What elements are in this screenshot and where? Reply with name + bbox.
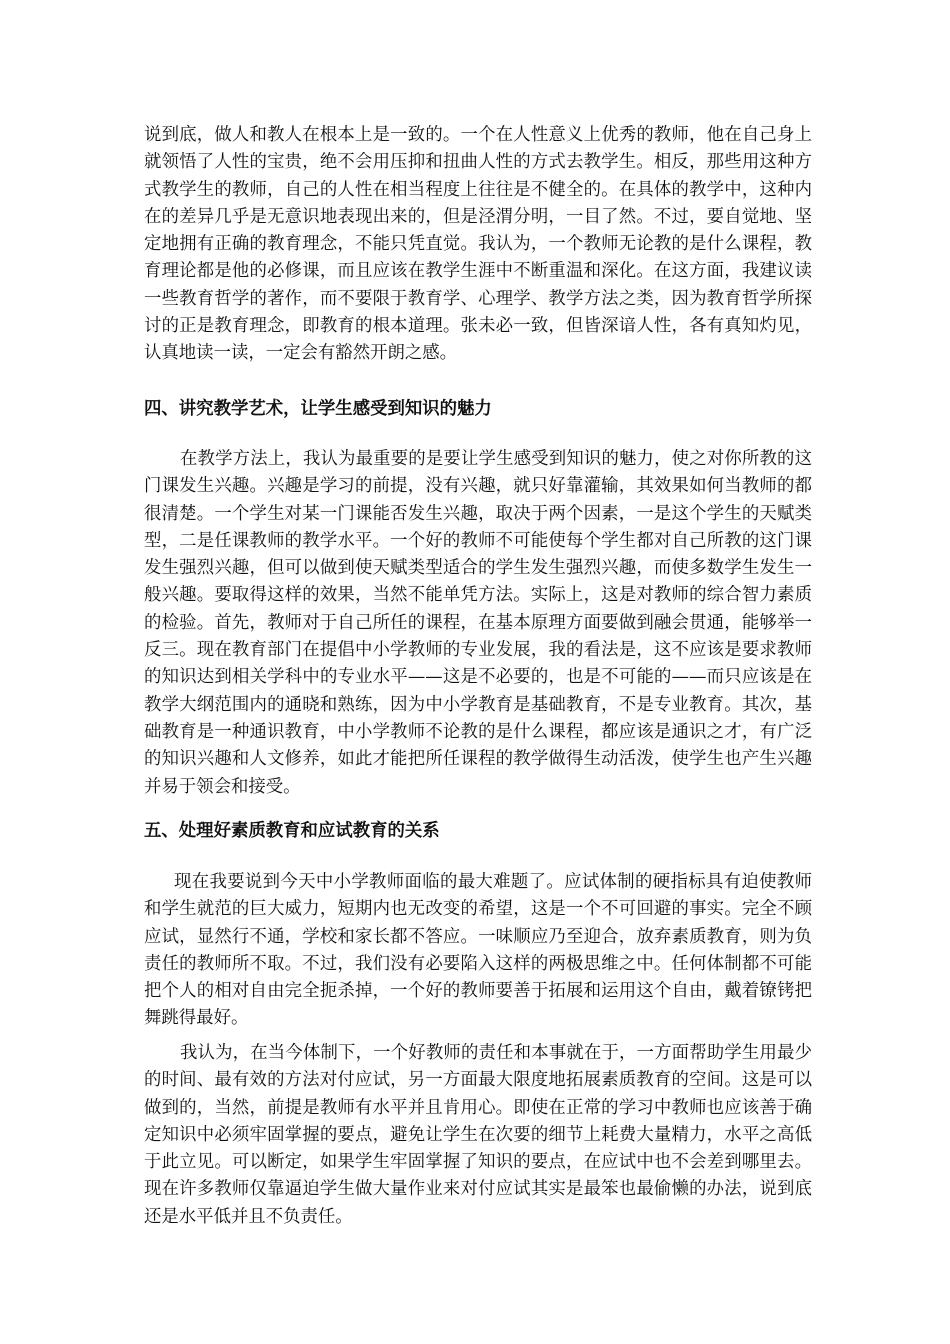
body-paragraph: 在教学方法上，我认为最重要的是要让学生感受到知识的魅力，使之对你所教的这门课发生兴趣。兴趣是学习的前提，没有兴趣，就只好靠灌输，其效果如何当教师的都很清楚。一个学生对某一门课能否发生兴趣，取决于两个因素，一是这个学生的天赋类型，二是任课教师的教学水平。一个好的教师不可能使每个学生都对自己所教的这门课发生强烈兴趣，但可以做到使天赋类型适合的学生发生强烈兴趣，而使多数学生发生一般兴趣。要取得这样的效果，当然不能单凭方法。实际上，这是对教师的综合智力素质的检验。首先，教师对于自己所任的课程，在基本原理方面要做到融会贯通，能够举一反三。现在教育部门在提倡中小学教师的专业发展，我的看法是，这不应该是要求教师的知识达到相关学科中的专业水平——这是不必要的，也是不可能的——而只应该是在教学大纲范围内的通晓和熟练，因为中小学教育是基础教育，不是专业教育。其次，基础教育是一种通识教育，中小学教师不论教的是什么课程，都应该是通识之才，有广泛的知识兴趣和人文修养，如此才能把所任课程的教学做得生动活泼，使学生也产生兴趣并易于领会和接受。 [144,449,812,797]
section-heading: 四、讲究教学艺术，让学生感受到知识的魅力 [144,399,492,419]
section-heading: 五、处理好素质教育和应试教育的关系 [144,821,440,841]
body-paragraph: 现在我要说到今天中小学教师面临的最大难题了。应试体制的硬指标具有迫使教师和学生就范的巨大威力，短期内也无改变的希望，这是一个不可回避的事实。完全不顾应试，显然行不通，学校和家长都不答应。一味顺应乃至迎合，放弃素质教育，则为负责任的教师所不取。不过，我们没有必要陷入这样的两极思维之中。任何体制都不可能把个人的相对自由完全扼杀掉，一个好的教师要善于拓展和运用这个自由，戴着镣铐把舞跳得最好。 [144,872,812,1029]
body-paragraph: 我认为，在当今体制下，一个好教师的责任和本事就在于，一方面帮助学生用最少的时间、最有效的方法对付应试，另一方面最大限度地拓展素质教育的空间。这是可以做到的，当然，前提是教师有水平并且肯用心。即使在正常的学习中教师也应该善于确定知识中必须牢固掌握的要点，避免让学生在次要的细节上耗费大量精力，水平之高低于此立见。可以断定，如果学生牢固掌握了知识的要点，在应试中也不会差到哪里去。现在许多教师仅靠逼迫学生做大量作业来对付应试其实是最笨也最偷懒的办法，说到底还是水平低并且不负责任。 [144,1043,812,1227]
body-paragraph: 说到底，做人和教人在根本上是一致的。一个在人性意义上优秀的教师，他在自己身上就领悟了人性的宝贵，绝不会用压抑和扭曲人性的方式去教学生。相反，那些用这种方式教学生的教师，自己的人性在相当程度上往往是不健全的。在具体的教学中，这种内在的差异几乎是无意识地表现出来的，但是泾渭分明，一目了然。不过，要自觉地、坚定地拥有正确的教育理念，不能只凭直觉。我认为，一个教师无论教的是什么课程，教育理论都是他的必修课，而且应该在教学生涯中不断重温和深化。在这方面，我建议读一些教育哲学的著作，而不要限于教育学、心理学、教学方法之类，因为教育哲学所探讨的正是教育理念，即教育的根本道理。张未必一致，但皆深谙人性，各有真知灼见，认真地读一读，一定会有豁然开朗之感。 [144,125,812,364]
